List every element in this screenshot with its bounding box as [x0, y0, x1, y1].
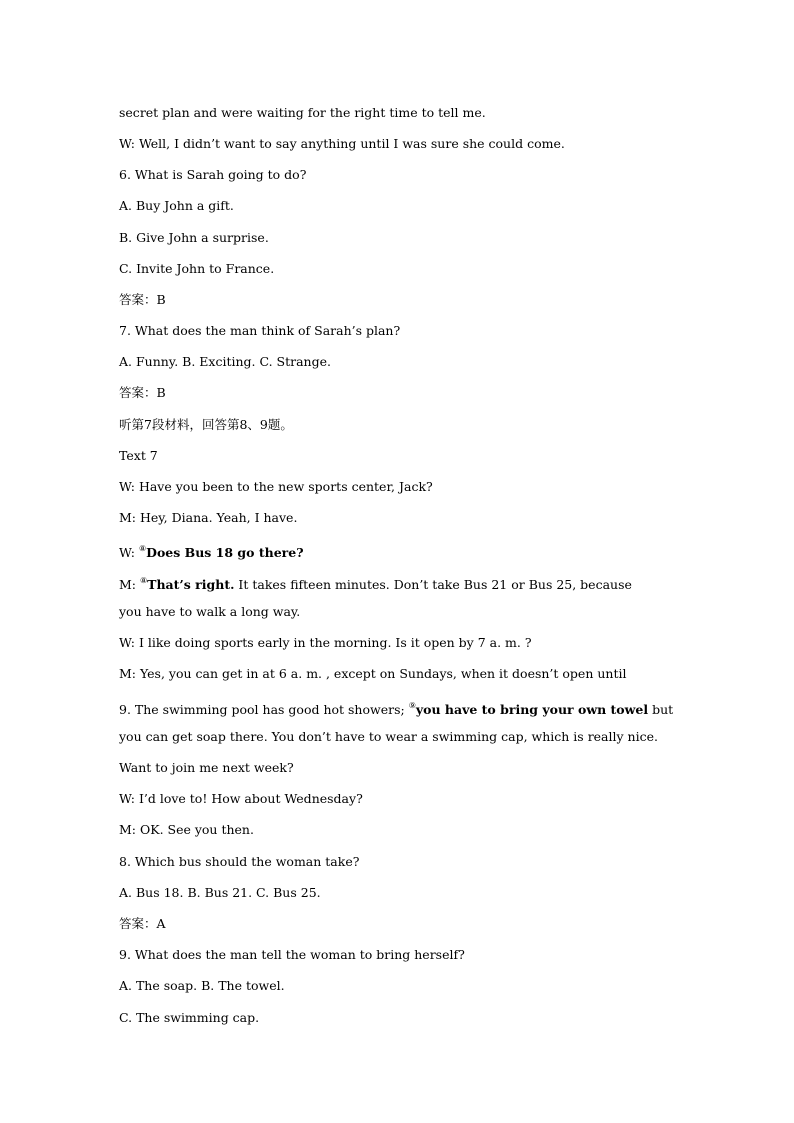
question-9: 9. What does the man tell the woman to bring herself? [119, 947, 465, 962]
options-line: A. Bus 18. B. Bus 21. C. Bus 25. [119, 885, 321, 900]
line-prefix: 9. The swimming pool has good hot showers; [119, 702, 409, 717]
text-heading: Text 7 [119, 448, 158, 463]
dialogue-line [119, 698, 679, 718]
dialogue-line [119, 573, 679, 593]
section-instruction: 听第7段材料，回答第8、9题。 [119, 417, 293, 432]
key-phrase: That’s right. [147, 577, 235, 592]
circled-number-mark: ⑨ [408, 701, 416, 710]
circled-number-mark: ⑧ [138, 544, 147, 553]
options-line: A. The soap. B. The towel. [119, 978, 285, 993]
option-c: C. Invite John to France. [119, 261, 275, 276]
option-b: B. Give John a surprise. [119, 230, 269, 245]
line-rest: but [648, 702, 674, 717]
answer-line: 答案：A [119, 916, 166, 931]
speaker-prefix: W: [119, 545, 139, 560]
circled-number-mark: ⑧ [139, 576, 148, 585]
key-phrase: you have to bring your own towel [415, 702, 649, 717]
dialogue-line: M: OK. See you then. [119, 822, 254, 837]
key-phrase: Does Bus 18 go there? [146, 545, 304, 560]
option-a: A. Buy John a gift. [119, 198, 234, 213]
dialogue-line: W: I’d love to! How about Wednesday? [119, 791, 363, 806]
question-6: 6. What is Sarah going to do? [119, 167, 307, 182]
dialogue-line: M: Yes, you can get in at 6 a. m. , except on Sundays, when it doesn’t open until [119, 666, 627, 681]
line-rest: It takes fifteen minutes. Don’t take Bus 21 or Bus 25, because [234, 577, 632, 592]
dialogue-line: you can get soap there. You don’t have to wear a swimming cap, which is really nice. [119, 729, 658, 744]
dialogue-line: W: I like doing sports early in the morning. Is it open by 7 a. m. ? [119, 635, 532, 650]
text-line: W: Well, I didn’t want to say anything until I was sure she could come. [119, 136, 565, 151]
answer-line: 答案：B [119, 385, 166, 400]
question-7: 7. What does the man think of Sarah’s plan? [119, 323, 401, 338]
question-8: 8. Which bus should the woman take? [119, 854, 360, 869]
speaker-prefix: M: [119, 577, 140, 592]
dialogue-line: you have to walk a long way. [119, 604, 301, 619]
dialogue-line [119, 541, 679, 561]
dialogue-line: M: Hey, Diana. Yeah, I have. [119, 510, 298, 525]
options-line: A. Funny. B. Exciting. C. Strange. [119, 354, 331, 369]
text-line: secret plan and were waiting for the right time to tell me. [119, 105, 486, 120]
answer-line: 答案：B [119, 292, 166, 307]
option-c: C. The swimming cap. [119, 1010, 260, 1025]
dialogue-line: W: Have you been to the new sports center, Jack? [119, 479, 433, 494]
dialogue-line: Want to join me next week? [119, 760, 294, 775]
